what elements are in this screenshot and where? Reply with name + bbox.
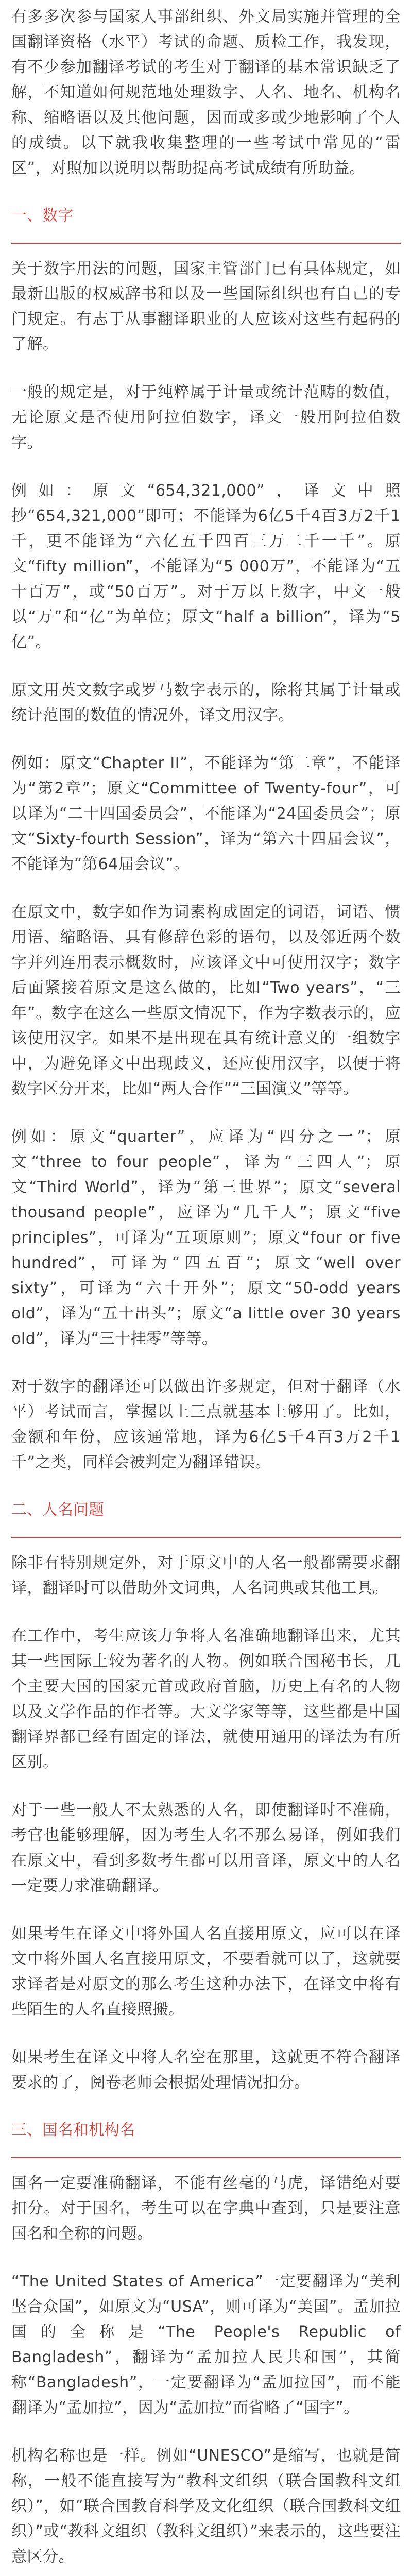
section-divider — [11, 243, 401, 244]
paragraph: 对于一些一般人不太熟悉的人名，即使翻译时不准确，考官也能够理解，因为考生人名不那么易译，例如我们在原文中，看到多数考生都可以用音译，原文中的人名一定要力求准确翻译。 — [11, 1801, 401, 1895]
paragraph: 关于数字用法的问题，国家主管部门已有具体规定，如最新出版的权威辞书和以及一些国际组织也有自己的专门规定。有志于从事翻译职业的人应该对这些有起码的了解。 — [11, 260, 401, 353]
section-person-names — [11, 1498, 401, 2095]
paragraph: 在工作中，考生应该力争将人名准确地翻译出来，尤其其一些国际上较为著名的人物。例如联合国秘书长，几个主要大国的国家元首或政府首脑，历史上有名的人物以及文学作品的作者等。大文学家等等，这些都是中国翻译界都已经有固定的译法，就使用通用的译法为有所区别。 — [11, 1627, 401, 1771]
paragraph: 如果考生在译文中将人名空在那里，这就更不符合翻译要求的了，阅卷老师会根据处理情况扣分。 — [11, 2048, 401, 2092]
paragraph: 例如：原文“654,321,000”，译文中照抄“654,321,000”即可；不能译为6亿5千4百3万2千1千，更不能译为“六亿五千四百三万二千一千”。原文“fifty million”，不能译为“5 000万”，不能译为“五十百万”，或“50百万”。对于万以上数字，中文一般以“万”和“亿”为单位；原文“half a billion”，译为“5亿”。 — [11, 482, 401, 651]
paragraph: 如果考生在译文中将外国人名直接用原文，应可以在译文中将外国人名直接用原文，不要看就可以了，这就要求译者是对原文的那么考生这种办法下，在译文中将有些陌生的人名直接照搬。 — [11, 1925, 401, 2019]
section-divider — [11, 1537, 401, 1538]
section-country-org-names — [11, 2118, 401, 2576]
section-title: 二、人名问题 — [11, 1501, 104, 1519]
paragraph: 一般的规定是，对于纯粹属于计量或统计范畴的数值，无论原文是否使用阿拉伯数字，译文一般用阿拉伯数字。 — [11, 383, 401, 452]
section-numbers — [11, 204, 401, 1475]
paragraph: 在原文中，数字如作为词素构成固定的词语，词语、惯用语、缩略语、具有修辞色彩的语句，以及邻近两个数字并列连用表示概数时，应该译文中可使用汉字；数字后面紧接着原文是这么做的，比如“Two years”，“三年”。数字在这么一些原文情况下，作为字数表示的，应该使用汉字。如果不是出现在具有统计意义的一组数字中，为避免译文中出现歧义，还应使用汉字，以便于将数字区分开来，比如“两人合作”“三国演义”等等。 — [11, 903, 401, 1098]
paragraph: 对于数字的翻译还可以做出许多规定，但对于翻译（水平）考试而言，掌握以上三点就基本上够用了。比如，金额和年份，应该通常地，译为6亿5千4百3万2千1千”之类，同样会被判定为翻译错误。 — [11, 1378, 401, 1471]
paragraph: 例如：原文“quarter”，应译为“四分之一”；原文“three to four people”，译为“三四人”；原文“Third World”，译为“第三世界”；原文“several thousand people”，应译为“几千人”；原文“five principles”，可译为“五项原则”；原文“four or five hundred”，可译为“四五百”；原文“well over sixty”，可译为“六十开外”；原文“50-odd years old”，译为“五十出头”；原文“a little over 30 years old”，译为“三十挂零”等等。 — [11, 1128, 401, 1348]
section-divider — [11, 2157, 401, 2158]
paragraph: “The United States of America”一定要翻译为“美利坚合众国”，如原文为“USA”，则可译为“美国”。孟加拉国的全称是“The People's Republic of Bangladesh”，翻译为“孟加拉人民共和国”，其简称“Bangladesh”，一定要翻译为“孟加拉国”，而不能翻译为“孟加拉”，因为“孟加拉”而省略了“国字”。 — [11, 2273, 401, 2417]
intro-paragraph: 有多多次参与国家人事部组织、外文局实施并管理的全国翻译资格（水平）考试的命题、质检工作，我发现，有不少参加翻译考试的考生对于翻译的基本常识缺乏了解，不知道如何规范地处理数字、人名、地名、机构名称、缩略语以及其他问题，因而或多或少地影响了个人的成绩。以下就我收集整理的一些考试中常见的“雷区”，对照加以说明以帮助提高考试成绩有所助益。 — [11, 8, 401, 177]
paragraph: 国名一定要准确翻译，不能有丝毫的马虎，译错绝对要扣分。对于国名，考生可以在字典中查到，只是要注意国名和全称的问题。 — [11, 2174, 401, 2243]
section-title: 三、国名和机构名 — [11, 2121, 135, 2139]
paragraph: 例如：原文“Chapter II”，不能译为“第二章”，不能译为“第2章”；原文“Committee of Twenty-four”，可以译为“二十四国委员会”，不能译为“24国委员会”；原文“Sixty-fourth Session”，译为“第六十四届会议”，不能译为“第64届会议”。 — [11, 754, 401, 873]
paragraph: 除非有特别规定外，对于原文中的人名一般都需要求翻译，翻译时可以借助外文词典，人名词典或其他工具。 — [11, 1554, 401, 1597]
section-title: 一、数字 — [11, 207, 73, 225]
paragraph: 原文用英文数字或罗马数字表示的，除将其属于计量或统计范围的数值的情况外，译文用汉字。 — [11, 681, 401, 724]
paragraph: 机构名称也是一样。例如“UNESCO”是缩写，也就是简称，一般不能直接写为“教科文组织（联合国教科文组织）”，如“联合国教育科学及文化组织（联合国教科文组织）”或“教科文组织（教科文组织）”来表示的，这些要注意区分。 — [11, 2447, 401, 2566]
